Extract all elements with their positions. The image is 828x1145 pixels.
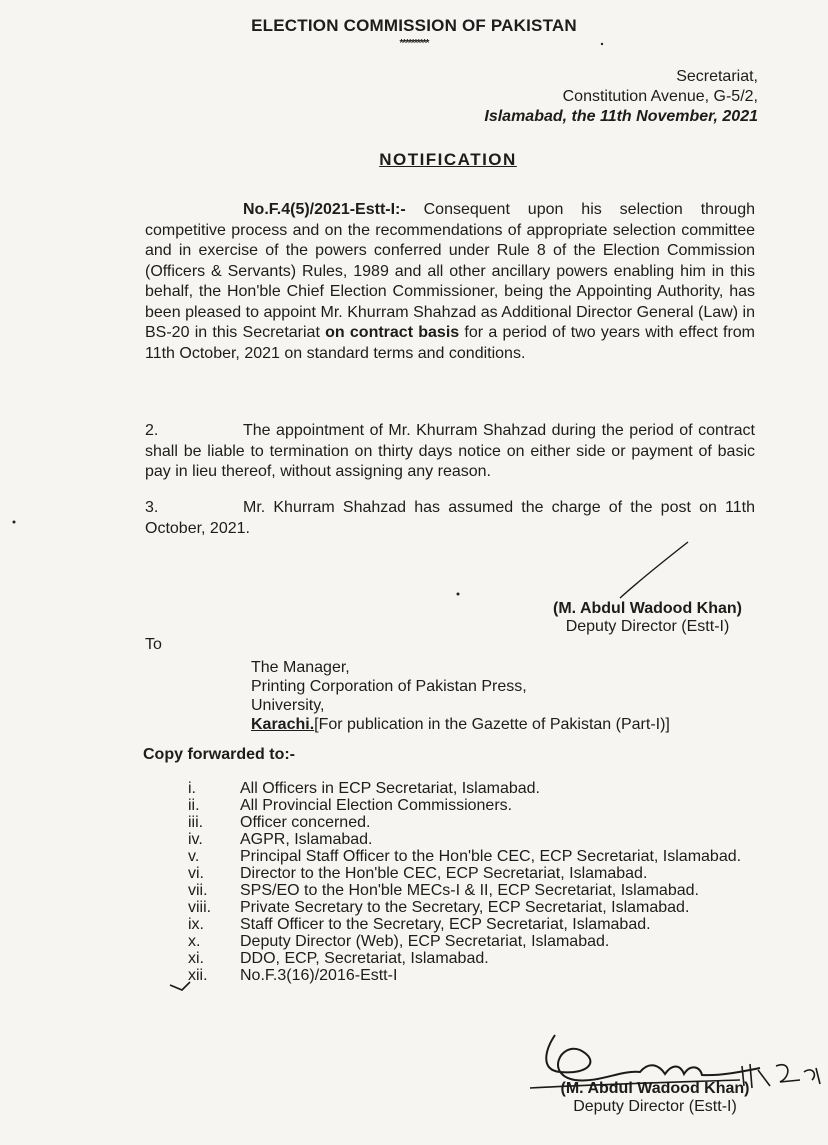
paragraph-1 <box>145 200 755 364</box>
list-item: i. All Officers in ECP Secretariat, Islamabad. <box>188 780 540 797</box>
signature-block-2 <box>540 1080 770 1116</box>
list-item: ii. All Provincial Election Commissioners. <box>188 797 513 814</box>
signatory-designation: Deputy Director (Estt-I) <box>565 618 730 635</box>
contract-basis-emphasis: on contract basis <box>325 324 460 341</box>
paragraph-1-text-b: for a period of two years with effect from 11th October, 2021 on standard terms and conditions. <box>145 324 756 362</box>
tick-mark-icon <box>170 982 190 990</box>
recipient-line-3: University, <box>251 697 325 714</box>
paragraph-2 <box>145 421 755 483</box>
signature-block-1 <box>553 600 742 636</box>
list-item: vi. Director to the Hon'ble CEC, ECP Secretariat, Islamabad. <box>188 865 648 882</box>
signatory-designation-2: Deputy Director (Estt-I) <box>573 1098 737 1115</box>
recipient-line-1: The Manager, <box>251 659 350 676</box>
speck-icon <box>457 593 460 596</box>
paragraph-2-number: 2. <box>145 422 159 439</box>
reference-number: No.F.4(5)/2021-Estt-I:- <box>243 201 406 218</box>
address-line-1: Secretariat, <box>676 68 758 85</box>
list-item: v. Principal Staff Officer to the Hon'ble CEC, ECP Secretariat, Islamabad. <box>188 848 742 865</box>
recipient-line-2: Printing Corporation of Pakistan Press, <box>251 678 527 695</box>
list-item: x. Deputy Director (Web), ECP Secretariat, Islamabad. <box>188 933 610 950</box>
list-item: xii. No.F.3(16)/2016-Estt-I <box>188 967 398 984</box>
paragraph-3-number: 3. <box>145 499 159 516</box>
signatory-name-2: (M. Abdul Wadood Khan) <box>560 1080 750 1097</box>
paragraph-3-text: Mr. Khurram Shahzad has assumed the charge of the post on 11th October, 2021. <box>145 499 755 537</box>
speck-icon <box>13 521 16 524</box>
list-item: xi. DDO, ECP, Secretariat, Islamabad. <box>188 950 489 967</box>
list-item: ix. Staff Officer to the Secretary, ECP Secretariat, Islamabad. <box>188 916 651 933</box>
paragraph-1-text-a: Consequent upon his selection through competitive process and on the recommendations of appropriate selection committee and in exercise of the powers conferred under Rule 8 of the Election Commission (Officers & Servants) Rules, 1989 and all other ancillary powers enabling him in this behalf, the Hon'ble Chief Election Commissioner, being the Appointing Authority, has been pleased to appoint Mr. Khurram Shahzad as Additional Director General (Law) in BS-20 in this Secretariat <box>145 201 755 341</box>
signature-icon <box>546 1035 760 1080</box>
header-stars: ********** <box>399 38 429 49</box>
signatory-name: (M. Abdul Wadood Khan) <box>553 600 742 617</box>
recipient-block <box>251 658 670 734</box>
notification-title: NOTIFICATION <box>379 150 517 169</box>
copy-forwarded-list <box>188 780 748 984</box>
gazette-note: [For publication in the Gazette of Pakistan (Part-I)] <box>314 716 670 733</box>
address-date-line: Islamabad, the 11th November, 2021 <box>484 108 758 125</box>
paragraph-3 <box>145 498 755 539</box>
paragraph-2-text: The appointment of Mr. Khurram Shahzad during the period of contract shall be liable to termination on thirty days notice on either side or payment of basic pay in lieu thereof, without assigning any reason. <box>145 422 755 480</box>
organization-header: ELECTION COMMISSION OF PAKISTAN <box>251 16 577 35</box>
to-label: To <box>145 636 162 653</box>
list-item: viii. Private Secretary to the Secretary, ECP Secretariat, Islamabad. <box>188 899 690 916</box>
list-item: vii. SPS/EO to the Hon'ble MECs-I & II, ECP Secretariat, Islamabad. <box>188 882 699 899</box>
list-item: iii. Officer concerned. <box>188 814 371 831</box>
recipient-city-line <box>251 715 670 734</box>
signature-stroke-icon <box>620 542 688 598</box>
copy-forwarded-label: Copy forwarded to:- <box>143 746 295 763</box>
address-line-2: Constitution Avenue, G-5/2, <box>562 88 758 105</box>
recipient-city: Karachi. <box>251 716 315 733</box>
list-item: iv. AGPR, Islamabad. <box>188 831 373 848</box>
